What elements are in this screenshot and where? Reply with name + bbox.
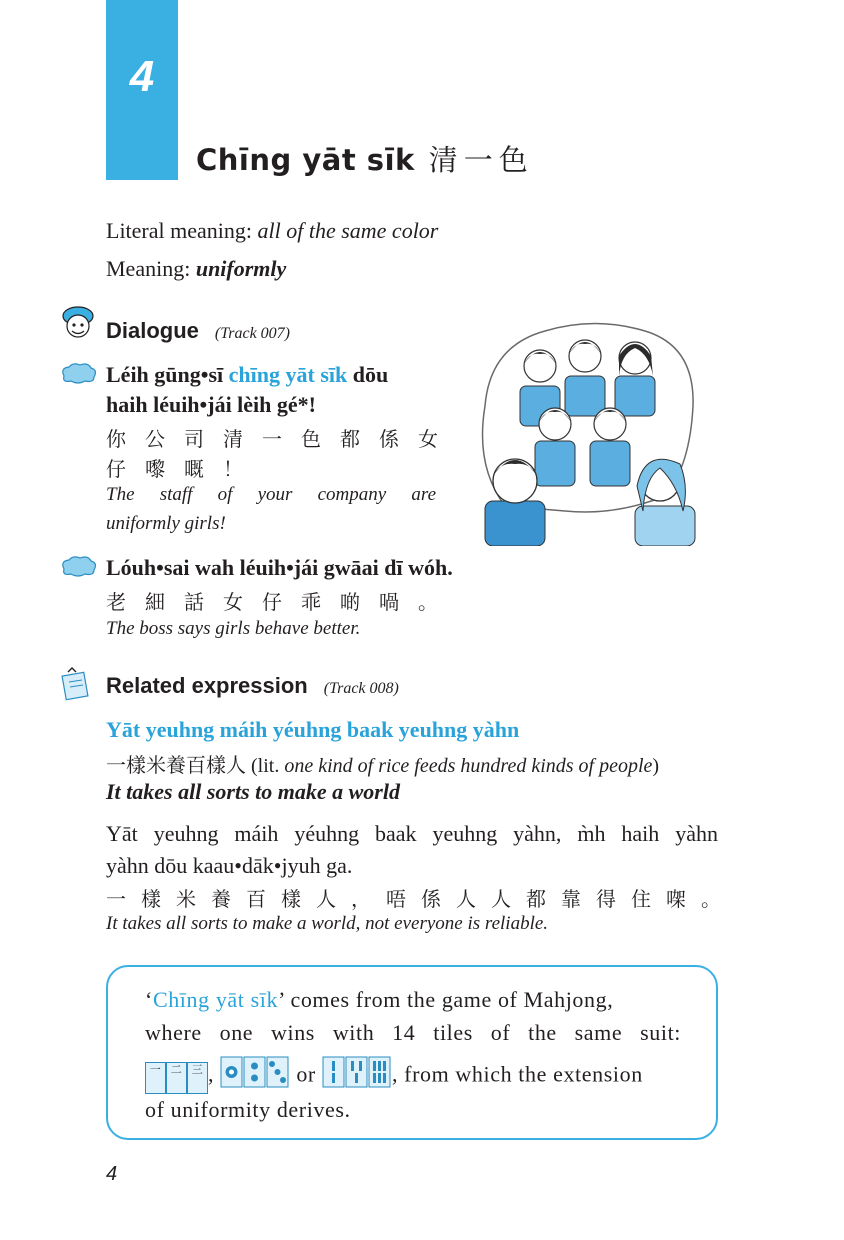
example-english: It takes all sorts to make a world, not everyone is reliable. <box>106 913 549 934</box>
title-romanization: Chīng yāt sīk <box>196 143 415 177</box>
note-term: Chīng yāt sīk <box>152 987 279 1012</box>
note-line1-rest: ’ comes from the game of Mahjong, <box>278 987 614 1012</box>
note-or: or <box>296 1061 316 1087</box>
literal-meaning-value: all of the same color <box>257 218 439 243</box>
character-tiles-icon <box>145 1059 208 1094</box>
dialogue-line1-text-end: dōu <box>347 362 389 387</box>
related-lit-text: one kind of rice feeds hundred kinds of people <box>284 755 653 777</box>
note-comma: , <box>208 1061 215 1087</box>
dialogue-line1-english-row2: uniformly girls! <box>106 513 226 534</box>
chapter-number: 4 <box>129 52 155 101</box>
character-tile: 一 <box>145 1062 166 1094</box>
related-track: (Track 008) <box>323 680 399 697</box>
literal-meaning-label: Literal meaning: <box>106 218 252 243</box>
speech-bubble-icon <box>58 555 98 584</box>
related-meaning: It takes all sorts to make a world <box>106 779 400 804</box>
related-chinese: 一樣米養百樣人 <box>106 753 246 777</box>
character-tile: 二 <box>166 1062 187 1094</box>
bamboo-tiles-icon <box>322 1056 392 1097</box>
dialogue-line1-english: The staff of your company are <box>106 484 436 505</box>
memo-pad-icon <box>58 666 94 707</box>
example-romanization-row2: yàhn dōu kaau•dāk•jyuh ga. <box>106 853 353 878</box>
dialogue-line2-english: The boss says girls behave better. <box>106 618 361 639</box>
related-lit-open: (lit. <box>246 755 285 777</box>
dialogue-line1-romanization-row2: haih léuih•jái lèih gé*! <box>106 392 316 417</box>
dialogue-track: (Track 007) <box>214 325 291 342</box>
dialogue-heading <box>106 318 290 344</box>
note-line2: where one wins with 14 tiles of the same suit: <box>145 1020 681 1045</box>
dialogue-line2-chinese: 老細話女仔乖啲喎。 <box>106 590 457 614</box>
example-romanization: Yāt yeuhng máih yéuhng baak yeuhng yàhn, m̀h haih yàhn <box>106 821 718 846</box>
meaning <box>106 256 286 282</box>
dialogue-heading-label: Dialogue <box>106 318 199 343</box>
related-title: Yāt yeuhng máih yéuhng baak yeuhng yàhn <box>106 717 520 742</box>
idiom-highlight: chīng yāt sīk <box>228 362 348 387</box>
related-literal <box>106 749 659 778</box>
meaning-value: uniformly <box>195 256 287 281</box>
speech-bubble-icon <box>58 362 98 391</box>
office-girls-illustration <box>465 316 725 551</box>
meaning-label: Meaning: <box>106 256 191 281</box>
related-heading-label: Related expression <box>106 673 308 698</box>
dots-tiles-icon <box>220 1056 290 1097</box>
character-tile: 三 <box>187 1062 208 1094</box>
note-line3-end: , from which the extension <box>391 1061 643 1087</box>
note-line3 <box>145 1056 643 1097</box>
dialogue-line1-text: Léih gūng•sī <box>106 362 229 387</box>
speaker-boy-icon <box>58 304 98 349</box>
page-title <box>196 138 534 179</box>
title-chinese: 清一色 <box>428 143 534 177</box>
related-heading <box>106 673 399 699</box>
dialogue-line1-chinese: 你公司清一色都係女 <box>106 427 457 451</box>
literal-meaning <box>106 218 438 244</box>
note-quote-open: ‘ <box>145 987 153 1012</box>
example-chinese: 一樣米養百樣人，唔係人人都靠得住㗎。 <box>106 887 736 911</box>
related-lit-close: ) <box>652 755 660 777</box>
dialogue-line1-romanization <box>106 362 436 388</box>
dialogue-line1-chinese-row2: 仔嚟嘅！ <box>106 457 262 481</box>
page-number: 4 <box>106 1163 118 1185</box>
note-line4: of uniformity derives. <box>145 1097 351 1122</box>
dialogue-line2-romanization: Lóuh•sai wah léuih•jái gwāai dī wóh. <box>106 555 453 580</box>
note-line1 <box>145 983 613 1016</box>
